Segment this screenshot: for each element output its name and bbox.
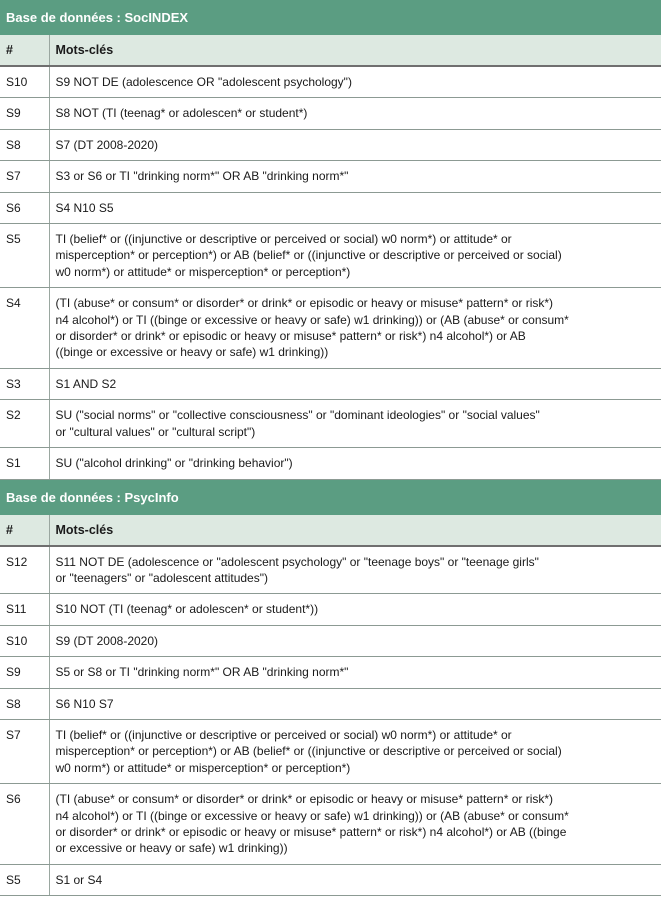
keyword-line: TI (belief* or ((injunctive or descriptive or perceived or social) w0 norm*) or attitude* or [55, 727, 512, 742]
keyword-line: or disorder* or drink* or episodic or heavy or misuse* pattern* or risk*) n4 alcohol*) or AB ((binge [55, 824, 567, 839]
search-id: S9 [0, 98, 49, 129]
database-title: Base de données : PsycInfo [0, 480, 661, 515]
search-id: S4 [0, 288, 49, 369]
search-id: S5 [0, 864, 49, 895]
search-keywords [49, 546, 661, 594]
search-id: S10 [0, 66, 49, 98]
table-row [0, 129, 661, 160]
search-keywords [49, 224, 661, 288]
keyword-line: w0 norm*) or attitude* or misperception* or perception*) [55, 264, 351, 279]
table-row [0, 400, 661, 448]
table-row [0, 448, 661, 479]
keyword-line: (TI (abuse* or consum* or disorder* or drink* or episodic or heavy or misuse* pattern* or risk*) [55, 296, 554, 311]
keyword-line: (TI (abuse* or consum* or disorder* or drink* or episodic or heavy or misuse* pattern* or risk*) [55, 792, 554, 807]
search-keywords [49, 719, 661, 783]
keyword-line: w0 norm*) or attitude* or misperception* or perception*) [55, 760, 351, 775]
search-keywords: S1 AND S2 [49, 368, 661, 399]
search-keywords: S7 (DT 2008-2020) [49, 129, 661, 160]
table-row [0, 161, 661, 192]
table-row [0, 719, 661, 783]
search-keywords [49, 288, 661, 369]
keyword-line: misperception* or perception*) or AB (belief* or ((injunctive or descriptive or perceived or social) [55, 744, 562, 759]
search-id: S9 [0, 657, 49, 688]
search-keywords: S6 N10 S7 [49, 688, 661, 719]
search-keywords: S5 or S8 or TI "drinking norm*" OR AB "drinking norm*" [49, 657, 661, 688]
search-id: S1 [0, 448, 49, 479]
search-id: S7 [0, 719, 49, 783]
column-header-keywords: Mots-clés [49, 35, 661, 66]
search-id: S2 [0, 400, 49, 448]
search-keywords: S9 NOT DE (adolescence OR "adolescent psychology") [49, 66, 661, 98]
search-id: S6 [0, 192, 49, 223]
keyword-line: or excessive or heavy or safe) w1 drinking)) [55, 841, 288, 856]
header-row [0, 35, 661, 66]
database-title-row [0, 0, 661, 35]
search-id: S8 [0, 688, 49, 719]
table-row [0, 657, 661, 688]
table-row [0, 546, 661, 594]
search-keywords [49, 784, 661, 865]
search-id: S8 [0, 129, 49, 160]
keyword-line: or disorder* or drink* or episodic or heavy or misuse* pattern* or risk*) n4 alcohol*) or AB [55, 329, 526, 344]
keyword-line: n4 alcohol*) or TI ((binge or excessive or heavy or safe) w1 drinking)) or (AB (abuse* or consum* [55, 808, 569, 823]
search-id: S12 [0, 546, 49, 594]
psycinfo-table [0, 480, 661, 897]
keyword-line: n4 alcohol*) or TI ((binge or excessive or heavy or safe) w1 drinking)) or (AB (abuse* or consum* [55, 312, 569, 327]
table-row [0, 368, 661, 399]
table-row [0, 66, 661, 98]
search-id: S11 [0, 594, 49, 625]
table-row [0, 288, 661, 369]
keyword-line: S11 NOT DE (adolescence or "adolescent psychology" or "teenage boys" or "teenage girls" [55, 554, 539, 569]
table-row [0, 224, 661, 288]
keyword-line: or "cultural values" or "cultural script") [55, 424, 256, 439]
keyword-line: or "teenagers" or "adolescent attitudes") [55, 570, 268, 585]
search-id: S3 [0, 368, 49, 399]
search-keywords: S9 (DT 2008-2020) [49, 625, 661, 656]
column-header-number: # [0, 515, 49, 546]
search-keywords: S4 N10 S5 [49, 192, 661, 223]
keyword-line: ((binge or excessive or heavy or safe) w1 drinking)) [55, 345, 329, 360]
search-keywords [49, 400, 661, 448]
column-header-keywords: Mots-clés [49, 515, 661, 546]
search-keywords: SU ("alcohol drinking" or "drinking behavior") [49, 448, 661, 479]
table-row [0, 192, 661, 223]
table-row [0, 784, 661, 865]
keyword-line: misperception* or perception*) or AB (belief* or ((injunctive or descriptive or perceived or social) [55, 248, 562, 263]
search-keywords: S8 NOT (TI (teenag* or adolescen* or student*) [49, 98, 661, 129]
table-row [0, 594, 661, 625]
search-id: S7 [0, 161, 49, 192]
search-id: S10 [0, 625, 49, 656]
database-title-row [0, 480, 661, 515]
table-row [0, 864, 661, 895]
keyword-line: TI (belief* or ((injunctive or descriptive or perceived or social) w0 norm*) or attitude* or [55, 232, 512, 247]
search-keywords: S1 or S4 [49, 864, 661, 895]
table-row [0, 98, 661, 129]
search-id: S6 [0, 784, 49, 865]
keyword-line: SU ("social norms" or "collective consciousness" or "dominant ideologies" or "social values" [55, 408, 540, 423]
search-id: S5 [0, 224, 49, 288]
table-row [0, 688, 661, 719]
header-row [0, 515, 661, 546]
search-keywords: S3 or S6 or TI "drinking norm*" OR AB "drinking norm*" [49, 161, 661, 192]
search-keywords: S10 NOT (TI (teenag* or adolescen* or student*)) [49, 594, 661, 625]
database-title: Base de données : SocINDEX [0, 0, 661, 35]
table-row [0, 625, 661, 656]
column-header-number: # [0, 35, 49, 66]
